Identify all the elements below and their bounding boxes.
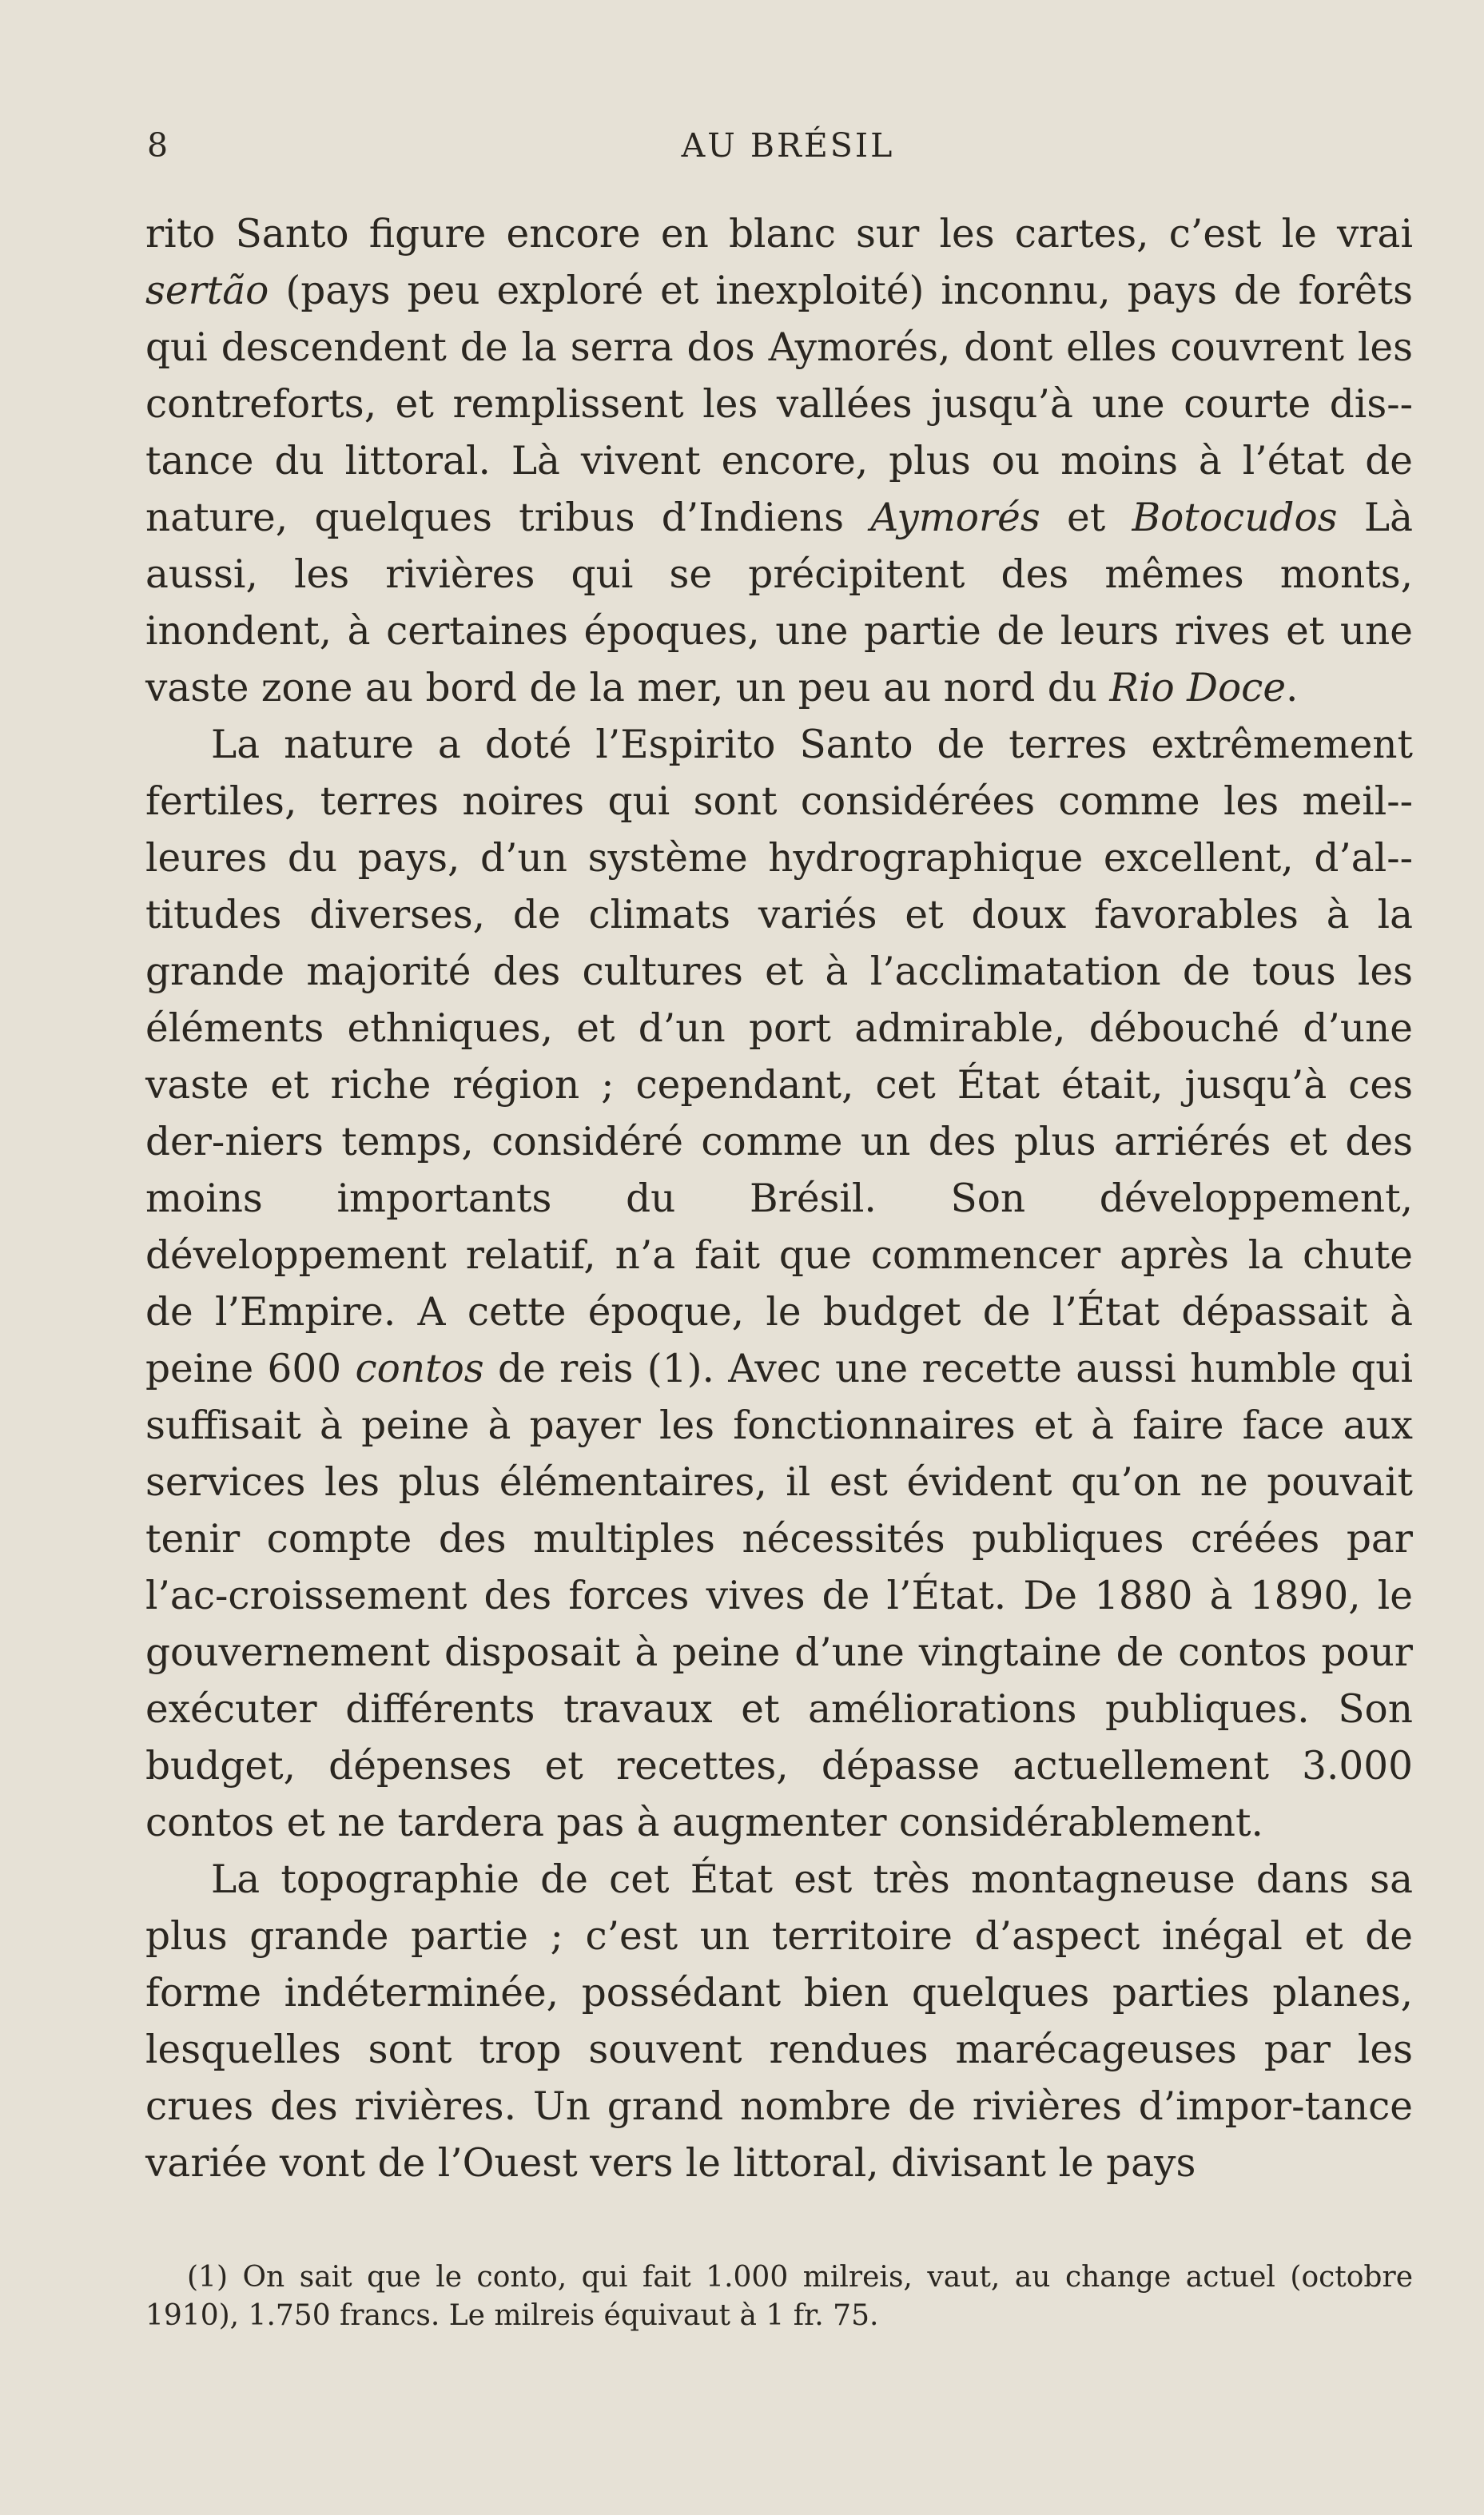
paragraph-2: La nature a doté l’Espirito Santo de terres extrêmement fertiles, terres noires qui sont considérées comme les meil-leures du pays, d’un système hydrographique excellent, d’al-titudes diverses, de climats variés et doux favorables à la grande majorité des cultures et à l’acclimatation de tous les éléments ethniques, et d’un port admirable, débouché d’une vaste et riche région ; cependant, cet État était, jusqu’à ces der-niers temps, considéré comme un des plus arriérés et des moins importants du Brésil. Son développement, développement relatif, n’a fait que commencer après la chute de l’Empire. A cette époque, le budget de l’État dépassait à peine 600 contos de reis (1). Avec une recette aussi humble qui suffisait à peine à payer les fonctionnaires et à faire face aux services les plus élémentaires, il est évident qu’on ne pouvait tenir compte des multiples nécessités publiques créées par l’ac-croissement des forces vives de l’État. De 1880 à 1890, le gouvernement disposait à peine d’une vingtaine de contos pour exécuter différents travaux et améliorations publiques. Son budget, dépenses et recettes, dépasse actuellement 3.000 contos et ne tardera pas à augmenter considérablement.: [145, 722, 1413, 1845]
body-text: [145, 206, 1413, 2192]
page-number: 8: [147, 126, 171, 165]
running-title: AU BRÉSIL: [681, 126, 895, 165]
paragraph-3: La topographie de cet État est très montagneuse dans sa plus grande partie ; c’est un territoire d’aspect inégal et de forme indéterminée, possédant bien quelques parties planes, lesquelles sont trop souvent rendues marécageuses par les crues des rivières. Un grand nombre de rivières d’impor-tance variée vont de l’Ouest vers le littoral, divisant le pays: [145, 1857, 1413, 2186]
paragraph-1: rito Santo figure encore en blanc sur les cartes, c’est le vrai sertão (pays peu exploré et inexploité) inconnu, pays de forêts qui descendent de la serra dos Aymorés, dont elles couvrent les contreforts, et remplissent les vallées jusqu’à une courte dis-tance du littoral. Là vivent encore, plus ou moins à l’état de nature, quelques tribus d’Indiens Aymorés et Botocudos Là aussi, les rivières qui se précipitent des mêmes monts, inondent, à certaines époques, une partie de leurs rives et une vaste zone au bord de la mer, un peu au nord du Rio Doce.: [145, 212, 1413, 710]
footnote: [145, 2258, 1413, 2335]
page-header: [147, 126, 1413, 174]
footnote-text: (1) On sait que le conto, qui fait 1.000 milreis, vaut, au change actuel (octobre 1910), 1.750 francs. Le milreis équivaut à 1 fr. 75.: [145, 2261, 1413, 2332]
